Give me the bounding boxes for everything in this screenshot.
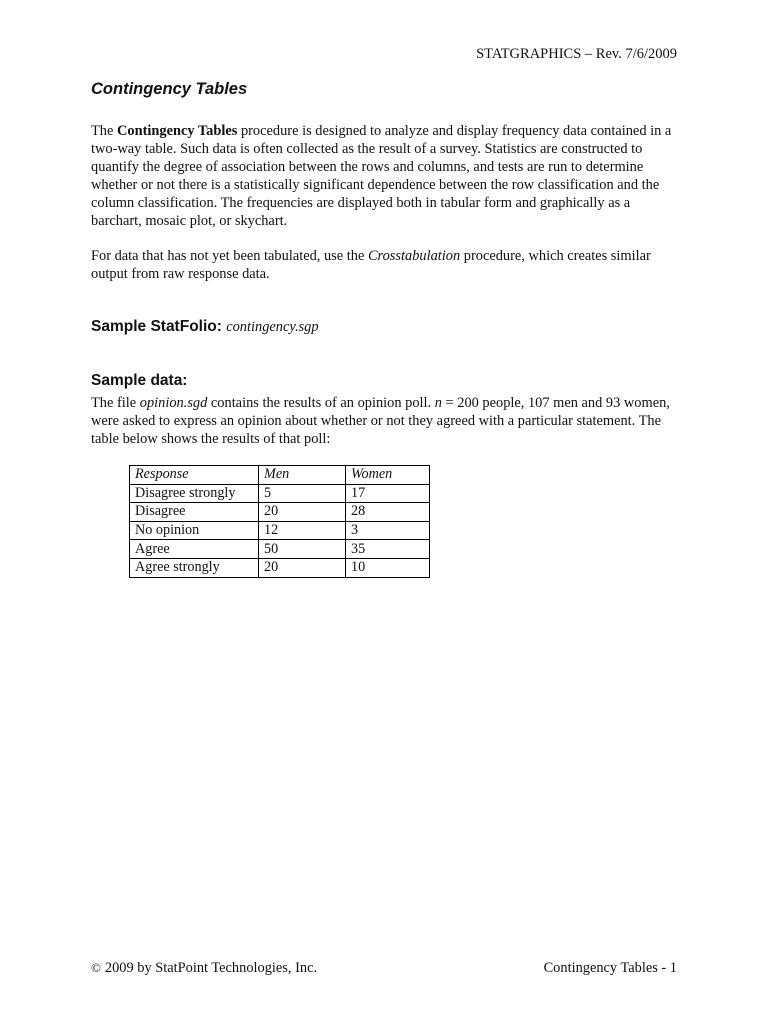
opinion-poll-table	[129, 465, 430, 578]
page-header: STATGRAPHICS – Rev. 7/6/2009	[476, 46, 677, 62]
table-cell: 35	[346, 540, 430, 559]
table-cell: 10	[346, 558, 430, 577]
note-post: procedure, which creates similar output from raw response data.	[91, 248, 651, 283]
copyright-icon: ©	[91, 960, 101, 975]
table-cell: No opinion	[130, 521, 259, 540]
intro-paragraph	[91, 122, 681, 231]
table-cell: 12	[259, 521, 346, 540]
sample-text-mid: contains the results of an opinion poll.	[207, 395, 435, 411]
note-pre: For data that has not yet been tabulated, use the	[91, 248, 368, 264]
table-cell: Disagree	[130, 503, 259, 522]
table-cell: Disagree strongly	[130, 484, 259, 503]
table-row	[130, 540, 430, 559]
table-row	[130, 521, 430, 540]
table-header-women: Women	[346, 466, 430, 485]
table-cell: 5	[259, 484, 346, 503]
table-cell: 50	[259, 540, 346, 559]
sample-data-heading: Sample data:	[91, 372, 188, 389]
intro-bold-term: Contingency Tables	[116, 123, 238, 139]
table-cell: 3	[346, 521, 430, 540]
statfolio-label: Sample StatFolio:	[91, 318, 222, 335]
table-header-response: Response	[130, 466, 259, 485]
footer-left-text: 2009 by StatPoint Technologies, Inc.	[104, 960, 318, 976]
table-row	[130, 503, 430, 522]
sample-data-paragraph	[91, 394, 681, 448]
table-header-men: Men	[259, 466, 346, 485]
table-cell: 20	[259, 558, 346, 577]
intro-pre: The	[91, 123, 117, 139]
note-paragraph	[91, 247, 681, 283]
page-title: Contingency Tables	[91, 80, 248, 98]
table-cell: 17	[346, 484, 430, 503]
table-cell: 28	[346, 503, 430, 522]
table-row	[130, 484, 430, 503]
statfolio-heading	[91, 318, 319, 336]
sample-file-name: opinion.sgd	[139, 395, 208, 411]
footer-page-label: Contingency Tables - 1	[543, 960, 677, 976]
table-cell: Agree	[130, 540, 259, 559]
table-row	[130, 558, 430, 577]
sample-text-pre: The file	[91, 395, 140, 411]
sample-n-variable: n	[434, 395, 442, 411]
statfolio-file: contingency.sgp	[226, 319, 319, 335]
intro-post: procedure is designed to analyze and display frequency data contained in a two-way table. Such data is often collected as the result of a survey. Statistics are constructed to quantify the degree of association between the rows and columns, and tests are run to determine whether or not there is a statistically significant dependence between the row classification and the column classification. The frequencies are displayed both in tabular form and graphically as a barchart, mosaic plot, or skychart.	[91, 123, 672, 230]
table-cell: 20	[259, 503, 346, 522]
table-header-row	[130, 466, 430, 485]
table-cell: Agree strongly	[130, 558, 259, 577]
note-italic-term: Crosstabulation	[367, 248, 461, 264]
footer-copyright	[91, 960, 317, 977]
sample-text-post: = 200 people, 107 men and 93 women, were asked to express an opinion about whether or not they agreed with a particular statement. The table below shows the results of that poll:	[91, 395, 670, 448]
